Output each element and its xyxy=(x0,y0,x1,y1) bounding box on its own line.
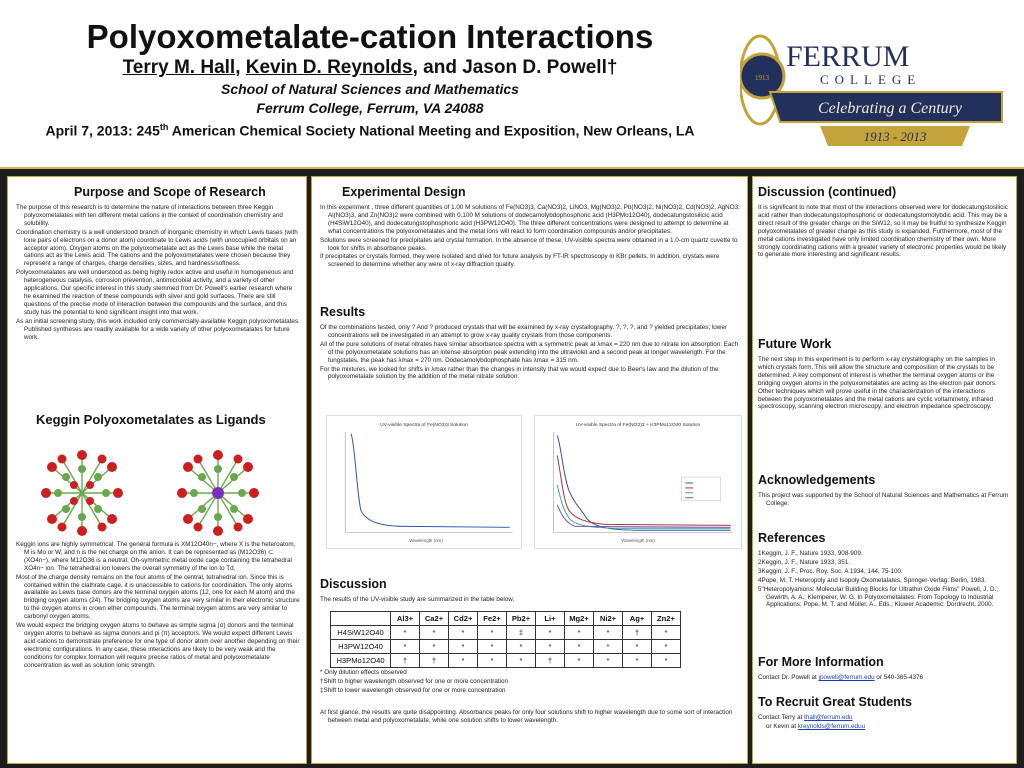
table-cell: * xyxy=(623,640,652,654)
table-cell: * xyxy=(507,640,536,654)
table-notes: * Only dilution effects observed †Shift to higher wavelength observed for one or more concentration ‡Shift to lower wavelength observed for one or more concentration xyxy=(320,669,508,694)
table-row-header: H4SiW12O40 xyxy=(331,626,391,640)
table-cell: * xyxy=(420,640,449,654)
svg-text:FERRUM: FERRUM xyxy=(786,40,910,73)
middle-column xyxy=(311,176,748,764)
author-line: Terry M. Hall, Kevin D. Reynolds, and Jason D. Powell† xyxy=(122,57,618,78)
keggin-structures xyxy=(30,447,300,539)
reynolds-email-link[interactable]: kreynolds@ferrum.eduu xyxy=(797,722,866,730)
table-cell: * xyxy=(594,626,623,640)
table-cell: * xyxy=(478,654,507,668)
svg-text:1913 - 2013: 1913 - 2013 xyxy=(863,129,927,144)
table-cell: * xyxy=(449,626,478,640)
table-cell: * xyxy=(565,626,594,640)
recruit-title: To Recruit Great Students xyxy=(758,695,912,709)
table-header-cell: Ca2+ xyxy=(420,612,449,626)
table-cell: † xyxy=(536,654,565,668)
discussion-continued-title: Discussion (continued) xyxy=(758,185,897,199)
experimental-title: Experimental Design xyxy=(342,185,466,199)
hall-email-link[interactable]: thall@ferrum.edu xyxy=(804,714,853,721)
table-row xyxy=(331,654,681,668)
svg-text:UV-visible Spectra of Fe(NO3)3: UV-visible Spectra of Fe(NO3)3 + H3PMo12O40 Solution xyxy=(575,422,701,428)
author-powell: , and Jason D. Powell† xyxy=(412,57,618,78)
college-line: Ferrum College, Ferrum, VA 24088 xyxy=(256,100,484,116)
left-column xyxy=(7,176,307,764)
table-cell: * xyxy=(652,654,681,668)
purpose-text: The purpose of this research is to determine the nature of interactions between three Keggin polyoxometalates with ten different metal cations in the context of coordination chemistry and solubility. Coordination chemistry is a well understood branch of inorganic chemistry in which Lewis bases (with lone pairs of electrons on a donor atom) coordinate to Lewis acids (with unoccupied orbitals on an acceptor atom). Oxygen atoms on the polyoxometalate act as the Lewis base while the metal cations act as the Lewis acid. The cations and the polyoxometalates were chosen because they represent a range of charges, charge densities, sizes, and hardness/softness. Polyoxometalates are well understood as being highly redox active and useful in homogeneous and heterogeneous catalysis, corrosion prevention, antimicrobial activity, and a variety of other applications. Our specific interest in this study stemmed from Dr. Powell's earlier research where he examined the reaction of these compounds with silver and gold surfaces. There are still questions of the precise mode of interaction between the compounds and the surface, and this study has the potential to lend significant insight into that work. As an initial screening study, this work included only commercially-available Keggin polyoxometalates. Published syntheses are readily available for a wide variety of other polyoxometalates for future work. xyxy=(16,204,300,341)
svg-text:Wavelength (nm): Wavelength (nm) xyxy=(621,538,655,544)
poster-header xyxy=(0,0,1024,165)
future-work-text: The next step in this experiment is to perform x-ray crystallography on the samples in which crystals form. This will allow the structure and composition of the crystals to be determined. A key component of interest is whether the terminal oxygen atoms or the bridging oxygen atoms in the polyoxometalates are acting as the electron pair donors. Other techniques which will prove useful in the characterization of the interactions between the polyoxometalates and the metal cations are cyclic voltammetry, infrared spectroscopy, scanning electron microscopy, and electron impedance spectroscopy. xyxy=(758,356,997,411)
more-info-title: For More Information xyxy=(758,655,884,669)
table-cell: † xyxy=(391,654,420,668)
svg-text:COLLEGE: COLLEGE xyxy=(820,72,922,87)
keggin-molecule-1 xyxy=(41,450,123,536)
table-cell: * xyxy=(449,640,478,654)
table-cell: * xyxy=(565,654,594,668)
experimental-text: In this experiment , three different quantities of 1.00 M solutions of Fe(NO3)3, Ca(NO3)2, LiNO3, Mg(NO3)2, Pb(NO3)2, Ni(NO3)2, Cd(NO3)2, AgNO3, Al(NO3)3, and Zn(NO3)2 were combined with 0.100 M solutions of dodecamolybdophosphoric acid (H3PMo12O40), dodecatungstosilicic acid (H4SiW12O40), and dodecatungstophosphoric acid (H3PW12O40). The three different concentrations were designed to attempt to determine at what concentrations the polyoxometalates and the metal ions will react to form coordination compounds and/or precipitates. Solutions were screened for precipitates and crystal formation. In the absence of these, UV-visible spectra were obtained in a 1.0-cm quartz cuvette to look for shifts in absorbance peaks. If precipitates or crystals formed, they were isolated and dried for future analysis by FT-IR spectroscopy in KBr pellets. In addition, crystals were screened to determine whether any were of x-ray diffraction quality. xyxy=(320,204,740,269)
table-header-cell: Zn2+ xyxy=(652,612,681,626)
acknowledgements-title: Acknowledgements xyxy=(758,473,876,487)
table-cell: * xyxy=(449,654,478,668)
more-info-text: Contact Dr. Powell at jpowell@ferrum.edu or 540-365-4376 xyxy=(758,674,923,681)
keggin-text: Keggin ions are highly symmetrical. The general formula is XM12O40n−, where X is the heteroatom, M is Mo or W, and n is the net charge on the anion. It can be represented as (M12O36) ⊂ (XO4n−), where M12O36 is a neutral, Oh-symmetric metal oxide cage containing the tetrahedral XO4n− ion. The tetrahedral ion lowers the overall symmetry of the ion to Td. Most of the charge density remains on the four atoms of the central, tetrahedral ion. Since this is contained within the clathrate cage, it is unaccessible to cations for coordination. The only atoms available as Lewis base donors are the terminal oxygen atoms (12, one for each M atom) and the bridging oxygen atoms (24). The bridging oxygen atoms are very similar in their electronic structure to the oxygen atoms in crown ether compounds. The terminal oxygen atoms are very similar to carbonyl oxygen atoms. We would expect the bridging oxygen atoms to behave as simple sigma (σ) donors and the terminal oxygen atoms to behave as sigma donors and pi (π) acceptors. We would expect different Lewis acid cations to demonstrate preference for one type of donor atom over another depending on their electronic configurations. In any case, these interactions are likely to be very weak and the conditions for complex formation will require precise ratios of metal and polyoxometalate concentration as well as solution ionic strength. xyxy=(16,541,300,669)
table-cell: * xyxy=(507,654,536,668)
keggin-title: Keggin Polyoxometalates as Ligands xyxy=(36,412,266,427)
table-row xyxy=(331,626,681,640)
table-cell: * xyxy=(391,640,420,654)
references-list: 1Keggin, J. F., Nature 1933, 908-909. 2Keggin, J. F., Nature 1933, 351. 3Keggin, J. F., Proc. Roy. Soc. A 1934, 144, 75-100. 4Pope, M. T. Heteropoly and Isopoly Oxometalates, Springer-Verlag: Berlin, 1983. 5"Heteropolyanions: Molecular Building Blocks for Ultrathin Oxide Films" Powell, J. D.; Gewirth, A. A.; Klemperer, W. G. In Polyoxometalates: From Topology to Industrial Applications; Pope, M. T. and Müller, A., Eds.; Kluwer Academic: Dordrecht, 2000. xyxy=(758,550,998,609)
table-corner xyxy=(331,612,391,626)
keggin-molecule-2 xyxy=(177,450,259,536)
svg-text:UV-visible Spectra of Fe(NO3)3: UV-visible Spectra of Fe(NO3)3 Solution xyxy=(380,422,468,428)
results-title: Results xyxy=(320,305,366,319)
ferrum-college-logo xyxy=(740,24,1010,150)
discussion-intro: The results of the UV-visible study are summarized in the table below. xyxy=(320,596,515,603)
table-row xyxy=(331,640,681,654)
table-row-header: H3PMo12O40 xyxy=(331,654,391,668)
table-header-cell: Pb2+ xyxy=(507,612,536,626)
date-line: April 7, 2013: 245th American Chemical Society National Meeting and Exposition, New Orleans, LA xyxy=(45,122,695,139)
powell-email-link[interactable]: jpowell@ferrum.edu xyxy=(818,674,875,681)
table-cell: * xyxy=(594,640,623,654)
table-cell: * xyxy=(652,640,681,654)
school-line: School of Natural Sciences and Mathematics xyxy=(221,81,519,97)
table-cell: ‡ xyxy=(507,626,536,640)
discussion-text: At first glance, the results are quite disappointing. Absorbance peaks for only four solutions shift to higher wavelength due to some sort of interaction between metal and polyoxometalate, while one solution shifts to lower wavelength. xyxy=(320,709,733,724)
table-cell: * xyxy=(420,626,449,640)
table-row-header: H3PW12O40 xyxy=(331,640,391,654)
table-header-cell: Cd2+ xyxy=(449,612,478,626)
table-cell: * xyxy=(536,626,565,640)
table-cell: * xyxy=(536,640,565,654)
svg-text:Celebrating a Century: Celebrating a Century xyxy=(818,100,962,117)
table-header-cell: Ni2+ xyxy=(594,612,623,626)
author-reynolds: Kevin D. Reynolds xyxy=(245,57,413,78)
table-cell: * xyxy=(594,654,623,668)
discussion-continued-text: It is significant to note that most of the interactions observed were for dodecatungstosilicic acid rather than dodecatungstophosphoric or dodecatungstomolybdic acid. This may be a direct result of the greater charge on the SiW12, so it may be fruitful to synthesize Keggin polyoxometalates of greater charge as this study is expanded. Furthermore, most of the metal cations investigated have only limited coordination chemistry of their own. More strongly coordinating cations with a greater variety of electronic properties would be likely to generate more interesting and significant results. xyxy=(758,204,1008,259)
acknowledgements-text: This project was supported by the School of Natural Sciences and Mathematics at Ferrum College. xyxy=(758,492,1009,507)
table-cell: * xyxy=(478,626,507,640)
svg-text:1913: 1913 xyxy=(755,74,769,82)
author-hall: Terry M. Hall xyxy=(122,57,236,78)
spectrum-legend xyxy=(681,477,720,501)
table-header-cell: Mg2+ xyxy=(565,612,594,626)
table-cell: † xyxy=(623,626,652,640)
recruit-text: Contact Terry at thall@ferrum.edu or Kevin at kreynolds@ferrum.eduu xyxy=(758,714,866,730)
table-header-cell: Fe2+ xyxy=(478,612,507,626)
poster-title: Polyoxometalate-cation Interactions xyxy=(86,18,654,55)
discussion-title: Discussion xyxy=(320,577,387,591)
table-cell: * xyxy=(623,654,652,668)
svg-text:Wavelength (nm): Wavelength (nm) xyxy=(409,538,443,544)
table-header-cell: Ag+ xyxy=(623,612,652,626)
table-header-cell: Li+ xyxy=(536,612,565,626)
table-cell: * xyxy=(391,626,420,640)
references-title: References xyxy=(758,531,826,545)
right-column xyxy=(752,176,1017,764)
future-work-title: Future Work xyxy=(758,337,832,351)
results-table xyxy=(330,611,681,668)
table-cell: * xyxy=(478,640,507,654)
purpose-title: Purpose and Scope of Research xyxy=(74,185,266,199)
table-cell: † xyxy=(420,654,449,668)
title-block xyxy=(20,18,720,141)
results-text: Of the combinations tested, only ? And ? produced crystals that will be examined by x-ray crystallography. ?, ?, ?, and ? yielded precipitates; lower concentrations will be investigated in an attempt to grow x-ray quality crystals from those components. All of the pure solutions of metal nitrates have similar absorbance spectra with a symmetric peak at λmax = 220 nm due to nitrate ion absorption. Each of the polyoxometalate solutions has an intense absorption peak extending into the ultraviolet and a second peak at longer wavelength. For the tungstates, the peak has λmax = 270 nm. Dodecamolybdophosphate has λmax = 315 nm. For the mixtures, we looked for shifts in λmax rather than the changes in intensity that we would expect due to Beer's law and the dilution of the polyoxometalate solution by the addition of the metal nitrate solution. xyxy=(320,324,739,381)
table-cell: * xyxy=(652,626,681,640)
table-cell: * xyxy=(565,640,594,654)
spectrum-fe-h3pmo12o40 xyxy=(534,415,742,549)
table-header-cell: Al3+ xyxy=(391,612,420,626)
spectrum-fe-nitrate xyxy=(326,415,522,549)
